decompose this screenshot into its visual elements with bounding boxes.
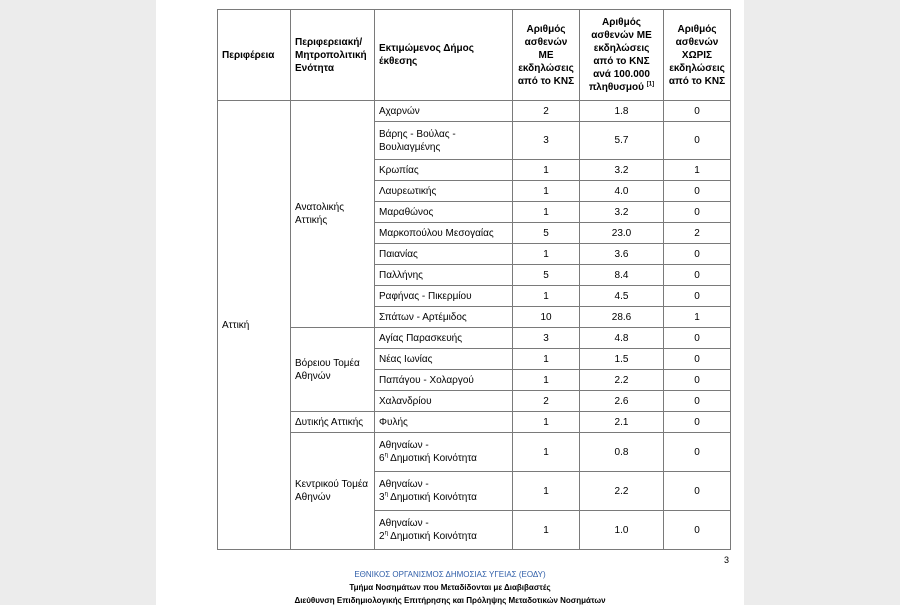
rate-value: 23.0	[580, 223, 664, 244]
table-row	[218, 412, 731, 433]
unit-north: Βόρειου Τομέα Αθηνών	[291, 328, 375, 412]
municipality-name: Κρωπίας	[375, 160, 513, 181]
community-label: Δημοτική Κοινότητα	[387, 531, 477, 542]
footer-directorate: Διεύθυνση Επιδημιολογικής Επιτήρησης και Πρόληψης Μεταδοτικών Νοσημάτων	[294, 596, 606, 605]
table-header-row	[218, 10, 731, 101]
municipality-line1: Αθηναίων -	[379, 440, 429, 451]
patients-with-value: 1	[513, 202, 580, 223]
municipality-name: Παλλήνης	[375, 265, 513, 286]
patients-with-value: 1	[513, 286, 580, 307]
patients-with-value: 1	[513, 370, 580, 391]
municipality-line1: Αθηναίων -	[379, 518, 429, 529]
patients-with-value: 1	[513, 511, 580, 550]
table-row	[218, 433, 731, 472]
patients-with-value: 5	[513, 223, 580, 244]
patients-without-value: 0	[664, 349, 731, 370]
patients-with-value: 1	[513, 433, 580, 472]
patients-with-value: 1	[513, 412, 580, 433]
table-row	[218, 101, 731, 122]
footer-organization: ΕΘΝΙΚΟΣ ΟΡΓΑΝΙΣΜΟΣ ΔΗΜΟΣΙΑΣ ΥΓΕΙΑΣ (ΕΟΔΥ)	[354, 570, 546, 579]
patients-with-value: 1	[513, 472, 580, 511]
header-rate-per-100k	[580, 10, 664, 101]
rate-value: 2.1	[580, 412, 664, 433]
patients-with-value: 3	[513, 328, 580, 349]
rate-value: 2.2	[580, 472, 664, 511]
municipality-name	[375, 472, 513, 511]
patients-without-value: 2	[664, 223, 731, 244]
rate-value: 2.2	[580, 370, 664, 391]
header-region: Περιφέρεια	[218, 10, 291, 101]
municipality-name: Παπάγου - Χολαργού	[375, 370, 513, 391]
municipality-name: Μαρκοπούλου Μεσογαίας	[375, 223, 513, 244]
patients-without-value: 0	[664, 265, 731, 286]
community-number: 3	[379, 492, 385, 503]
rate-value: 5.7	[580, 122, 664, 160]
cases-table	[217, 9, 731, 550]
rate-value: 3.2	[580, 202, 664, 223]
municipality-name: Αγίας Παρασκευής	[375, 328, 513, 349]
patients-without-value: 0	[664, 472, 731, 511]
patients-with-value: 3	[513, 122, 580, 160]
patients-with-value: 1	[513, 244, 580, 265]
ordinal-suffix: η	[384, 452, 388, 459]
municipality-name: Φυλής	[375, 412, 513, 433]
rate-value: 3.6	[580, 244, 664, 265]
patients-with-value: 10	[513, 307, 580, 328]
rate-value: 1.0	[580, 511, 664, 550]
municipality-name: Σπάτων - Αρτέμιδος	[375, 307, 513, 328]
patients-without-value: 1	[664, 307, 731, 328]
patients-with-value: 1	[513, 181, 580, 202]
rate-value: 2.6	[580, 391, 664, 412]
patients-without-value: 0	[664, 511, 731, 550]
page-number: 3	[724, 555, 730, 565]
header-rate-text: Αριθμός ασθενών ΜΕ εκδηλώσεις από το ΚΝΣ ανά 100.000 πληθυσμού	[588, 17, 652, 93]
community-label: Δημοτική Κοινότητα	[387, 492, 477, 503]
table-row	[218, 328, 731, 349]
rate-value: 28.6	[580, 307, 664, 328]
patients-without-value: 0	[664, 286, 731, 307]
municipality-name: Ραφήνας - Πικερμίου	[375, 286, 513, 307]
rate-value: 3.2	[580, 160, 664, 181]
patients-without-value: 0	[664, 328, 731, 349]
patients-with-value: 5	[513, 265, 580, 286]
rate-value: 0.8	[580, 433, 664, 472]
rate-value: 4.0	[580, 181, 664, 202]
patients-without-value: 0	[664, 412, 731, 433]
patients-without-value: 0	[664, 433, 731, 472]
patients-with-value: 1	[513, 160, 580, 181]
rate-value: 4.8	[580, 328, 664, 349]
community-number: 6	[379, 453, 385, 464]
rate-value: 4.5	[580, 286, 664, 307]
rate-value: 8.4	[580, 265, 664, 286]
municipality-name: Βάρης - Βούλας - Βουλιαγμένης	[375, 122, 513, 160]
unit-central: Κεντρικού Τομέα Αθηνών	[291, 433, 375, 550]
municipality-name	[375, 433, 513, 472]
patients-without-value: 0	[664, 101, 731, 122]
document-page	[156, 0, 744, 605]
unit-east: Ανατολικής Αττικής	[291, 101, 375, 328]
municipality-name: Μαραθώνος	[375, 202, 513, 223]
footer-department: Τμήμα Νοσημάτων που Μεταδίδονται με Διαβιβαστές	[349, 583, 551, 592]
rate-value: 1.8	[580, 101, 664, 122]
patients-without-value: 0	[664, 370, 731, 391]
municipality-name: Χαλανδρίου	[375, 391, 513, 412]
header-patients-with: Αριθμός ασθενών ΜΕ εκδηλώσεις από το ΚΝΣ	[513, 10, 580, 101]
patients-with-value: 2	[513, 391, 580, 412]
municipality-name	[375, 511, 513, 550]
rate-value: 1.5	[580, 349, 664, 370]
municipality-name: Λαυρεωτικής	[375, 181, 513, 202]
header-patients-without: Αριθμός ασθενών ΧΩΡΙΣ εκδηλώσεις από το ΚΝΣ	[664, 10, 731, 101]
ordinal-suffix: η	[384, 530, 388, 537]
municipality-name: Νέας Ιωνίας	[375, 349, 513, 370]
header-municipality: Εκτιμώμενος Δήμος έκθεσης	[375, 10, 513, 101]
patients-without-value: 0	[664, 181, 731, 202]
ordinal-suffix: η	[384, 491, 388, 498]
patients-without-value: 0	[664, 122, 731, 160]
municipality-name: Παιανίας	[375, 244, 513, 265]
community-number: 2	[379, 531, 385, 542]
patients-with-value: 2	[513, 101, 580, 122]
patients-without-value: 0	[664, 391, 731, 412]
municipality-line1: Αθηναίων -	[379, 479, 429, 490]
footnote-ref: [1]	[646, 81, 655, 88]
patients-without-value: 0	[664, 202, 731, 223]
region-cell: Αττική	[218, 101, 291, 550]
patients-without-value: 0	[664, 244, 731, 265]
header-unit: Περιφερειακή/ Μητροπολιτική Ενότητα	[291, 10, 375, 101]
patients-without-value: 1	[664, 160, 731, 181]
unit-west: Δυτικής Αττικής	[291, 412, 375, 433]
municipality-name: Αχαρνών	[375, 101, 513, 122]
community-label: Δημοτική Κοινότητα	[387, 453, 477, 464]
patients-with-value: 1	[513, 349, 580, 370]
